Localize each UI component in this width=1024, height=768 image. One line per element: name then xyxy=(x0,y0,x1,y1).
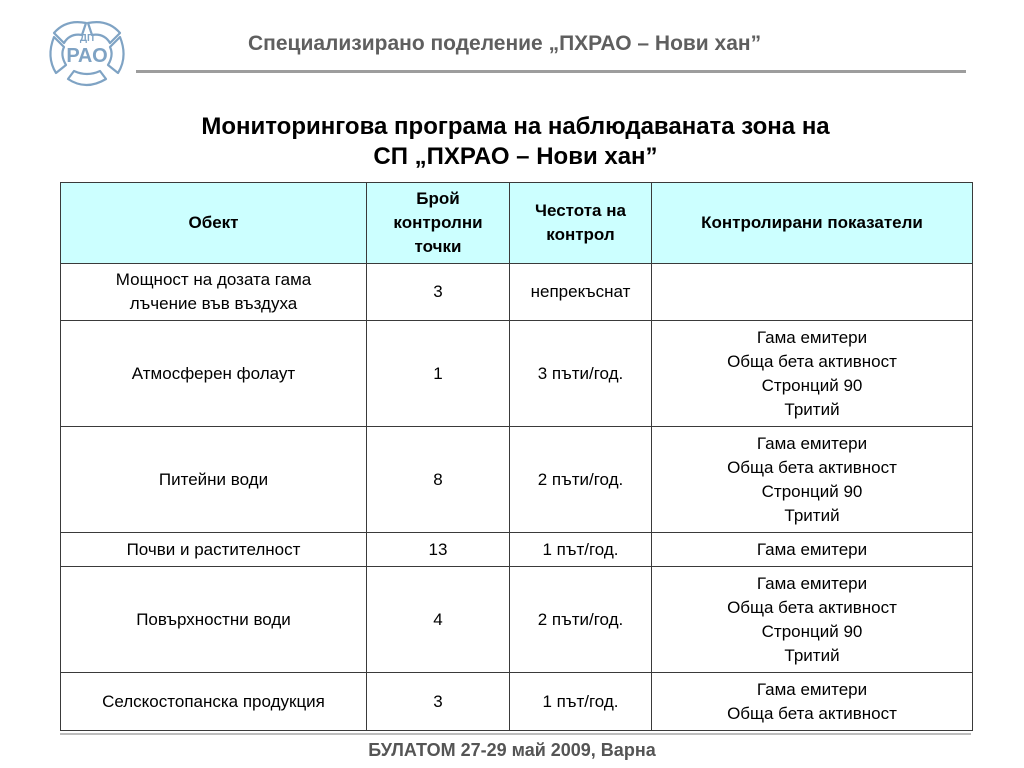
cell-points: 3 xyxy=(367,673,510,731)
indicator-line: Гама емитери xyxy=(756,679,868,699)
company-logo xyxy=(44,15,130,97)
cell-indicators xyxy=(652,673,973,731)
page-title-line-2: СП „ПХРАО – Нови хан” xyxy=(373,143,658,170)
table-row xyxy=(61,321,973,427)
header-object xyxy=(61,183,367,264)
table-row xyxy=(61,533,973,567)
indicator-line: Стронций 90 xyxy=(761,375,863,395)
table-row xyxy=(61,673,973,731)
header-indicators xyxy=(652,183,973,264)
cell-frequency: 1 път/год. xyxy=(510,673,652,731)
cell-object xyxy=(61,264,367,321)
indicator-line: Обща бета активност xyxy=(727,457,897,477)
header-points-line: контролни xyxy=(393,213,483,232)
table-row xyxy=(61,264,973,321)
cell-object: Почви и растителност xyxy=(61,533,367,567)
header-indicators-line: Контролирани показатели xyxy=(701,213,923,232)
footer-divider xyxy=(60,733,971,735)
cell-frequency: 2 пъти/год. xyxy=(510,567,652,673)
table-row xyxy=(61,567,973,673)
indicator-line: Стронций 90 xyxy=(761,481,863,501)
page-title xyxy=(60,112,971,172)
header-title: Специализирано поделение „ПХРАО – Нови хан” xyxy=(248,32,762,55)
table-header-row xyxy=(61,183,973,264)
indicator-line: Обща бета активност xyxy=(727,351,897,371)
cell-object: Повърхностни води xyxy=(61,567,367,673)
cell-points: 4 xyxy=(367,567,510,673)
cell-indicators xyxy=(652,427,973,533)
cell-object-line: Мощност на дозата гама xyxy=(115,270,312,289)
indicator-line: Гама емитери xyxy=(756,573,868,593)
cell-frequency: непрекъснат xyxy=(510,264,652,321)
cell-frequency: 3 пъти/год. xyxy=(510,321,652,427)
indicator-line: Тритий xyxy=(784,645,840,665)
indicator-line: Обща бета активност xyxy=(727,597,897,617)
cell-object: Атмосферен фолаут xyxy=(61,321,367,427)
cell-indicators xyxy=(652,264,973,321)
cell-points: 8 xyxy=(367,427,510,533)
indicator-line: Стронций 90 xyxy=(761,621,863,641)
indicator-line: Тритий xyxy=(784,505,840,525)
cell-indicators xyxy=(652,533,973,567)
cell-object-line: лъчение във въздуха xyxy=(129,294,298,313)
monitoring-table xyxy=(60,182,973,731)
indicator-line: Гама емитери xyxy=(756,327,868,347)
table-row xyxy=(61,427,973,533)
header-points-line: точки xyxy=(414,237,462,256)
header-points xyxy=(367,183,510,264)
cell-points: 13 xyxy=(367,533,510,567)
header-frequency-line: контрол xyxy=(546,225,615,244)
indicator-line: Гама емитери xyxy=(756,433,868,453)
logo-text-top: ДП xyxy=(79,33,95,44)
header-frequency xyxy=(510,183,652,264)
logo-text-main: РАО xyxy=(66,45,108,67)
page-title-line-1: Мониторингова програма на наблюдаваната зона на xyxy=(201,113,830,140)
header-divider xyxy=(136,70,966,73)
cell-indicators xyxy=(652,567,973,673)
indicator-line: Обща бета активност xyxy=(727,703,897,723)
cell-points: 1 xyxy=(367,321,510,427)
cell-frequency: 1 път/год. xyxy=(510,533,652,567)
header-points-line: Брой xyxy=(416,189,460,208)
cell-object: Питейни води xyxy=(61,427,367,533)
header-frequency-line: Честота на xyxy=(535,201,626,220)
cell-points: 3 xyxy=(367,264,510,321)
indicator-line: Гама емитери xyxy=(756,539,868,559)
header-object-line: Обект xyxy=(188,213,239,232)
cell-object: Селскостопанска продукция xyxy=(61,673,367,731)
footer-text: БУЛАТОМ 27-29 май 2009, Варна xyxy=(368,740,656,760)
cell-frequency: 2 пъти/год. xyxy=(510,427,652,533)
indicator-line: Тритий xyxy=(784,399,840,419)
cell-indicators xyxy=(652,321,973,427)
